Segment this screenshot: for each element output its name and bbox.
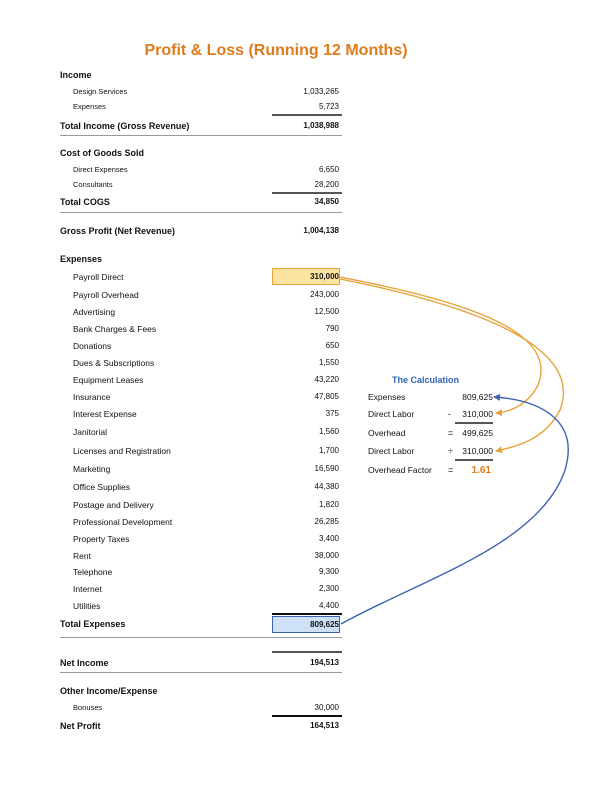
cogs-item-value: 6,650 (318, 165, 339, 174)
expense-item-value: 1,700 (318, 446, 339, 455)
total-income-label: Total Income (Gross Revenue) (60, 121, 190, 131)
calc-value: 310,000 (462, 446, 493, 456)
expense-item-value: 790 (325, 324, 339, 333)
calculation-title: The Calculation (392, 375, 460, 385)
expense-item-label: Payroll Overhead (73, 290, 139, 300)
expense-item-label: Utilities (73, 601, 101, 611)
payroll-to-direct-labor-arrow (340, 277, 541, 413)
expense-item-label: Dues & Subscriptions (73, 358, 155, 368)
other-heading: Other Income/Expense (60, 686, 158, 696)
expense-item-label: Insurance (73, 392, 111, 402)
calc-label: Expenses (368, 392, 406, 402)
expense-item-label: Janitorial (73, 427, 108, 437)
calc-operator: = (448, 465, 454, 475)
expense-item-label: Payroll Direct (73, 272, 124, 282)
expense-item-label: Professional Development (73, 517, 173, 527)
calc-label: Overhead Factor (368, 465, 432, 475)
gross-profit-value: 1,004,138 (303, 226, 339, 235)
expense-item-value: 4,400 (318, 601, 339, 610)
income-item-value: 5,723 (318, 102, 339, 111)
total-expenses-value: 809,625 (310, 620, 339, 629)
expense-item-value: 38,000 (314, 551, 339, 560)
calc-value: 809,625 (462, 392, 493, 402)
gross-profit-label: Gross Profit (Net Revenue) (60, 226, 176, 236)
total-cogs-value: 34,850 (314, 197, 339, 206)
expense-item-label: Marketing (73, 464, 111, 474)
calc-operator: ÷ (448, 446, 453, 456)
expense-item-label: Internet (73, 584, 102, 594)
net-income-value: 194,513 (310, 658, 339, 667)
expense-item-label: Interest Expense (73, 409, 137, 419)
expense-item-value: 310,000 (310, 272, 339, 281)
total-cogs-label: Total COGS (60, 197, 110, 207)
expense-item-value: 243,000 (310, 290, 339, 299)
total-income-value: 1,038,988 (303, 121, 339, 130)
expense-item-label: Telephone (73, 567, 113, 577)
other-item-value: 30,000 (314, 703, 339, 712)
overhead-factor-value: 1.61 (471, 465, 491, 476)
calc-label: Direct Labor (368, 409, 415, 419)
expense-item-value: 9,300 (318, 567, 339, 576)
expense-item-label: Property Taxes (73, 534, 130, 544)
net-income-label: Net Income (60, 658, 109, 668)
expense-item-value: 26,285 (314, 517, 339, 526)
expense-item-value: 44,380 (314, 482, 339, 491)
income-heading: Income (60, 70, 92, 80)
expense-item-value: 2,300 (318, 584, 339, 593)
expense-item-value: 47,805 (314, 392, 339, 401)
cogs-item-value: 28,200 (314, 180, 339, 189)
expense-item-value: 3,400 (318, 534, 339, 543)
expense-item-value: 1,820 (318, 500, 339, 509)
total-expenses-label: Total Expenses (60, 619, 126, 629)
expense-item-label: Postage and Delivery (73, 500, 154, 510)
expense-item-label: Office Supplies (73, 482, 131, 492)
calc-operator: = (448, 428, 454, 438)
page-title: Profit & Loss (Running 12 Months) (144, 42, 408, 59)
total-expenses-to-calc-arrow (341, 397, 568, 624)
cogs-item-label: Direct Expenses (73, 165, 128, 174)
calc-label: Overhead (368, 428, 406, 438)
expense-item-value: 12,500 (314, 307, 339, 316)
net-profit-value: 164,513 (310, 721, 339, 730)
expense-item-value: 1,550 (318, 358, 339, 367)
expense-item-value: 375 (325, 409, 339, 418)
income-item-label: Expenses (73, 102, 106, 111)
calc-label: Direct Labor (368, 446, 415, 456)
cogs-item-label: Consultants (73, 180, 113, 189)
expense-item-value: 16,590 (314, 464, 339, 473)
expense-item-label: Equipment Leases (73, 375, 144, 385)
expense-item-value: 650 (325, 341, 339, 350)
other-item-label: Bonuses (73, 703, 103, 712)
expense-item-label: Rent (73, 551, 91, 561)
expenses-heading: Expenses (60, 254, 103, 264)
income-item-value: 1,033,265 (303, 87, 339, 96)
expense-item-value: 43,220 (314, 375, 339, 384)
cogs-heading: Cost of Goods Sold (60, 148, 144, 158)
payroll-to-direct-labor-arrow-2 (340, 279, 563, 451)
expense-item-value: 1,560 (318, 427, 339, 436)
expense-item-label: Licenses and Registration (73, 446, 171, 456)
expense-item-label: Bank Charges & Fees (73, 324, 157, 334)
expense-item-label: Donations (73, 341, 112, 351)
calc-operator: - (448, 409, 451, 419)
income-item-label: Design Services (73, 87, 128, 96)
expense-item-label: Advertising (73, 307, 116, 317)
calc-value: 310,000 (462, 409, 493, 419)
calc-value: 499,625 (462, 428, 493, 438)
net-profit-label: Net Profit (60, 721, 101, 731)
